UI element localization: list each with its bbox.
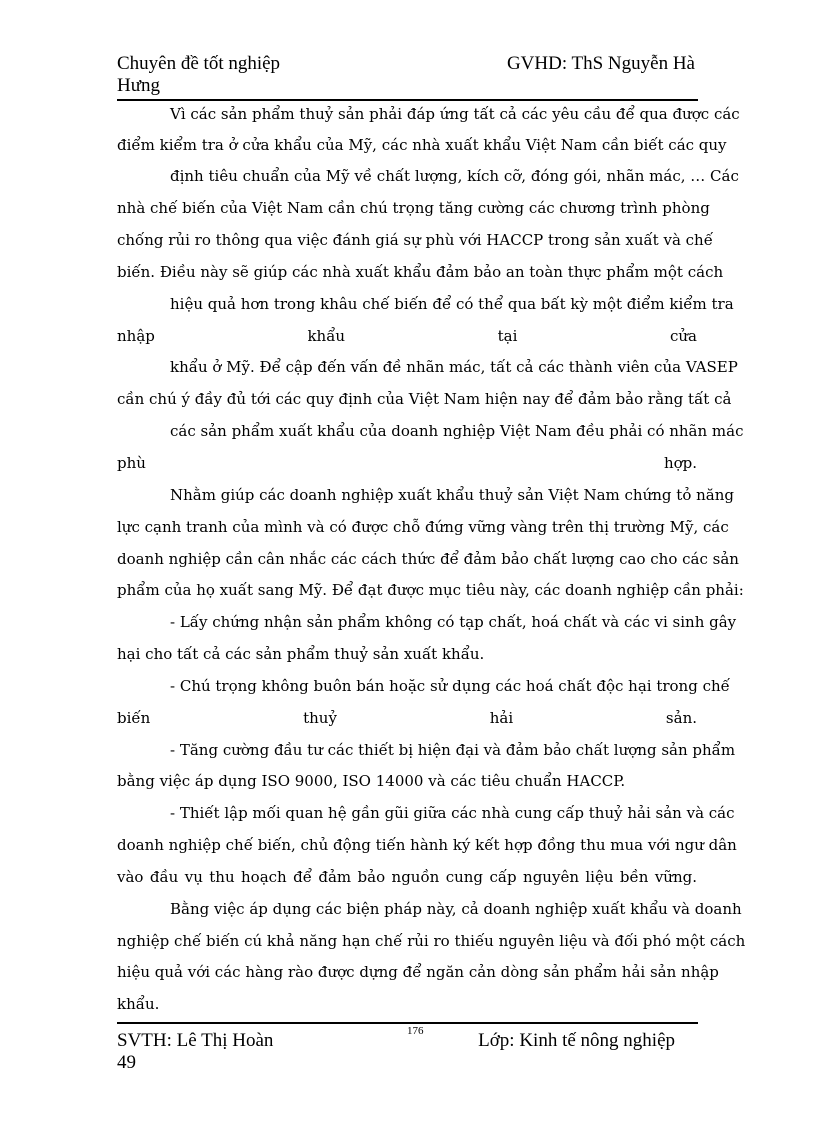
body-line: cần chú ý đầy đủ tới các quy định của Việt Nam hiện nay để đảm bảo rằng tất cả xyxy=(117,390,732,408)
body-line: Nhằm giúp các doanh nghiệp xuất khẩu thuỷ sản Việt Nam chứng tỏ năng xyxy=(170,486,734,504)
body-line: khẩu. xyxy=(117,995,160,1013)
header-right: GVHD: ThS Nguyễn Hà xyxy=(506,53,695,74)
body-word: phù xyxy=(117,454,146,472)
body-word: hợp. xyxy=(663,454,697,472)
body-line: bằng việc áp dụng ISO 9000, ISO 14000 và các tiêu chuẩn HACCP. xyxy=(117,772,626,790)
body-line: biến. Điều này sẽ giúp các nhà xuất khẩu đảm bảo an toàn thực phẩm một cách xyxy=(117,263,724,281)
body-line: vào đầu vụ thu hoạch để đảm bảo nguồn cung cấp nguyên liệu bền vững. xyxy=(117,868,697,886)
body-line: chống rủi ro thông qua việc đánh giá sự phù với HACCP trong sản xuất và chế xyxy=(117,231,713,249)
body-line: - Tăng cường đầu tư các thiết bị hiện đại và đảm bảo chất lượng sản phẩm xyxy=(170,741,736,759)
footer-right: Lớp: Kinh tế nông nghiệp xyxy=(478,1030,675,1051)
body-word: tại xyxy=(497,327,518,345)
body-line: lực cạnh tranh của mình và có được chỗ đứng vững vàng trên thị trường Mỹ, các xyxy=(117,518,729,536)
body-line: hiệu quả với các hàng rào được dựng để ngăn cản dòng sản phẩm hải sản nhập xyxy=(117,963,719,981)
body-word: khẩu xyxy=(307,327,346,345)
body-line: nhà chế biến của Việt Nam cần chú trọng tăng cường các chương trình phòng xyxy=(117,199,710,217)
body-line: hại cho tất cả các sản phẩm thuỷ sản xuất khẩu. xyxy=(117,645,485,663)
body-word: nhập xyxy=(117,327,155,345)
body-word: biến xyxy=(117,709,151,727)
body-line: khẩu ở Mỹ. Để cập đến vấn đề nhãn mác, tất cả các thành viên của VASEP xyxy=(170,358,738,376)
page-number: 176 xyxy=(407,1025,424,1037)
body-line: định tiêu chuẩn của Mỹ về chất lượng, kích cỡ, đóng gói, nhãn mác, … Các xyxy=(170,167,739,185)
body-word: cửa xyxy=(669,327,697,345)
body-line: Vì các sản phẩm thuỷ sản phải đáp ứng tất cả các yêu cầu để qua được các xyxy=(170,105,740,123)
body-line: Bằng việc áp dụng các biện pháp này, cả doanh nghiệp xuất khẩu và doanh xyxy=(170,900,742,918)
body-line: các sản phẩm xuất khẩu của doanh nghiệp Việt Nam đều phải có nhãn mác xyxy=(170,422,744,440)
footer-rule xyxy=(117,1022,698,1024)
body-line: - Thiết lập mối quan hệ gần gũi giữa các nhà cung cấp thuỷ hải sản và các xyxy=(170,804,735,822)
body-line: - Chú trọng không buôn bán hoặc sử dụng các hoá chất độc hại trong chế xyxy=(170,677,730,695)
body-line: hiệu quả hơn trong khâu chế biến để có thể qua bất kỳ một điểm kiểm tra xyxy=(170,295,734,313)
body-word: sản. xyxy=(665,709,697,727)
body-line: doanh nghiệp cần cân nhắc các cách thức để đảm bảo chất lượng cao cho các sản xyxy=(117,550,739,568)
body-line: - Lấy chứng nhận sản phẩm không có tạp chất, hoá chất và các vi sinh gây xyxy=(170,613,737,631)
header-left-line1: Chuyên đề tốt nghiệp xyxy=(117,53,281,74)
body-word: hải xyxy=(489,709,514,727)
footer-left-line1: SVTH: Lê Thị Hoàn xyxy=(117,1030,274,1051)
footer-left xyxy=(117,1030,273,1074)
body-line: doanh nghiệp chế biến, chủ động tiến hành ký kết hợp đồng thu mua với ngư dân xyxy=(117,836,737,854)
body-word: thuỷ xyxy=(303,709,337,727)
header-left xyxy=(117,53,280,97)
body-line: nghiệp chế biến cú khả năng hạn chế rủi ro thiếu nguyên liệu và đối phó một cách xyxy=(117,932,746,950)
body-line: điểm kiểm tra ở cửa khẩu của Mỹ, các nhà xuất khẩu Việt Nam cần biết các quy xyxy=(117,136,727,154)
header-rule xyxy=(117,99,698,101)
footer-left-line2: 49 xyxy=(117,1052,136,1073)
body-line: phẩm của họ xuất sang Mỹ. Để đạt được mục tiêu này, các doanh nghiệp cần phải: xyxy=(117,581,744,599)
header-left-line2: Hưng xyxy=(117,75,161,96)
